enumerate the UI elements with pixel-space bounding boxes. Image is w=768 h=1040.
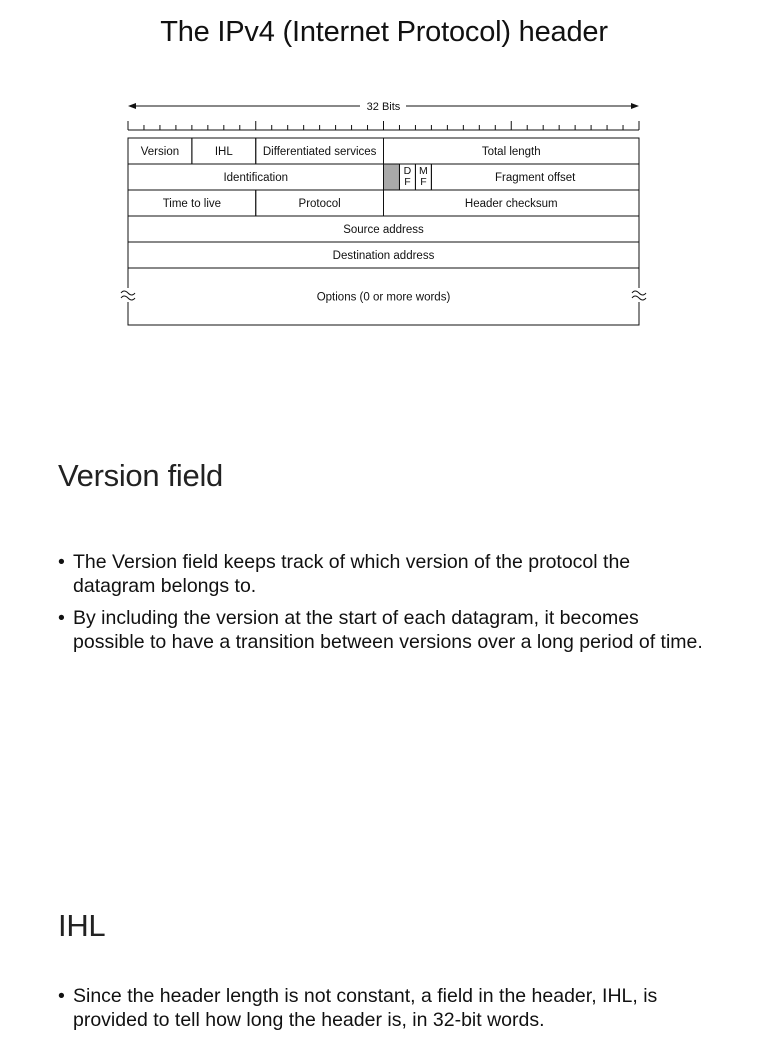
field-label: Options (0 or more words) xyxy=(316,291,451,304)
field-label: M F xyxy=(419,165,428,188)
field-label: D F xyxy=(403,165,412,188)
bullet-item: • Since the header length is not constant, a field in the header, IHL, is provided to tell how long the header is, in 32-bit words. xyxy=(58,985,658,1031)
field-label: IHL xyxy=(214,146,233,158)
break-gap xyxy=(126,288,130,302)
field-label: Time to live xyxy=(162,198,222,210)
header-row xyxy=(128,138,639,164)
header-row xyxy=(128,268,639,325)
ipv4-header-diagram xyxy=(0,0,768,340)
bullet-dot: • xyxy=(58,607,65,629)
bullet-list-ihl xyxy=(58,984,708,1040)
header-row xyxy=(128,164,639,190)
header-rows xyxy=(121,138,646,325)
width-label: 32 Bits xyxy=(366,101,401,113)
section-heading-ihl: IHL xyxy=(58,908,106,943)
bullet-list-version xyxy=(58,550,708,662)
header-row xyxy=(128,242,639,268)
field-label: Total length xyxy=(481,146,541,158)
field-label: Fragment offset xyxy=(495,172,576,184)
slide-title: The IPv4 (Internet Protocol) header xyxy=(160,16,608,48)
bullet-dot: • xyxy=(58,985,65,1007)
bullet-item: • By including the version at the start of each datagram, it becomes possible to have a transition between versions over a long period of time. xyxy=(58,607,703,653)
field-label: Source address xyxy=(343,224,424,236)
field-cell xyxy=(384,164,400,190)
arrow-head-left-icon xyxy=(128,103,136,109)
bullet-dot: • xyxy=(58,551,65,573)
field-label: Differentiated services xyxy=(262,146,377,158)
field-label: Identification xyxy=(223,172,289,184)
field-label: Version xyxy=(140,146,180,158)
section-heading-version: Version field xyxy=(58,458,223,493)
field-label: Destination address xyxy=(332,250,435,262)
header-row xyxy=(128,216,639,242)
header-row xyxy=(128,190,639,216)
break-gap xyxy=(637,288,641,302)
field-label: Header checksum xyxy=(464,198,558,210)
field-label: Protocol xyxy=(298,198,341,210)
bullet-item: • The Version field keeps track of which version of the protocol the datagram belongs to. xyxy=(58,551,631,597)
arrow-head-right-icon xyxy=(631,103,639,109)
